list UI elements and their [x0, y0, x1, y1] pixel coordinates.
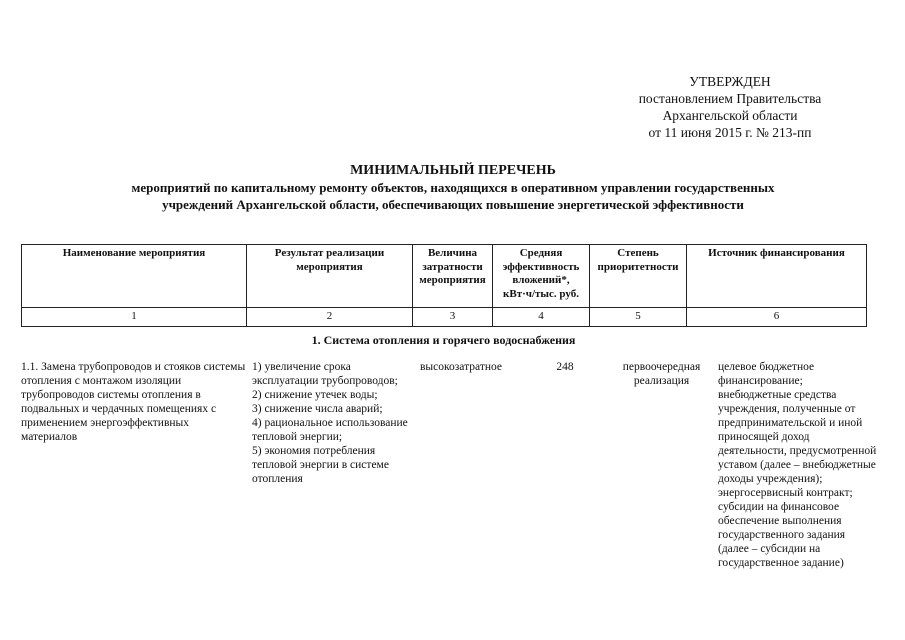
section-title: 1. Система отопления и горячего водоснабжения	[311, 333, 576, 347]
approval-line: постановлением Правительства	[638, 91, 822, 106]
measures-table-header	[21, 244, 867, 327]
column-header: Средняя эффективность вложений*, кВт·ч/тыс. руб.	[493, 245, 590, 308]
column-number: 2	[247, 308, 413, 327]
approval-stamp	[610, 73, 850, 141]
approval-heading: УТВЕРЖДЕН	[689, 74, 771, 89]
column-header: Наименование мероприятия	[22, 245, 247, 308]
approval-date: от 11 июня 2015 г. № 213-пп	[648, 125, 812, 140]
column-number: 3	[413, 308, 493, 327]
column-number: 1	[22, 308, 247, 327]
measure-priority: первоочередная реализация	[622, 361, 701, 387]
column-number: 5	[590, 308, 687, 327]
column-number-row	[22, 308, 867, 327]
measure-name: 1.1. Замена трубопроводов и стояков системы отопления с монтажом изоляции трубопроводов системы отопления в подвальных и чердачных помещениях с применением энергоэффективных материалов	[21, 361, 246, 443]
measure-result: 1) увеличение срока эксплуатации трубопроводов; 2) снижение утечек воды; 3) снижение числа аварий; 4) рациональное использование тепловой энергии; 5) экономия потребления тепловой энергии в системе отопления	[252, 361, 408, 485]
document-subtitle: учреждений Архангельской области, обеспечивающих повышение энергетической эффективности	[162, 197, 744, 212]
column-header: Источник финансирования	[687, 245, 867, 308]
document-subtitle: мероприятий по капитальному ремонту объектов, находящихся в оперативном управлении государственных	[131, 180, 775, 195]
document-title-block	[20, 162, 886, 213]
column-number: 6	[687, 308, 867, 327]
document-title: МИНИМАЛЬНЫЙ ПЕРЕЧЕНЬ	[350, 163, 556, 178]
table-header-row	[22, 245, 867, 308]
column-header: Результат реализации мероприятия	[247, 245, 413, 308]
column-header: Величина затратности мероприятия	[413, 245, 493, 308]
measure-cost: высокозатратное	[420, 361, 503, 373]
approval-line: Архангельской области	[662, 108, 798, 123]
column-number: 4	[493, 308, 590, 327]
measure-efficiency: 248	[556, 361, 574, 373]
measure-funding-source: целевое бюджетное финансирование; внебюджетные средства учреждения, полученные от предпринимательской и иной приносящей доход деятельности, предусмотренной уставом (далее – внебюджетные доходы учреждения); энергосервисный контракт; субсидии на финансовое обеспечение выполнения государственного задания (далее – субсидии на государственное задание)	[718, 361, 877, 569]
column-header: Степень приоритетности	[590, 245, 687, 308]
